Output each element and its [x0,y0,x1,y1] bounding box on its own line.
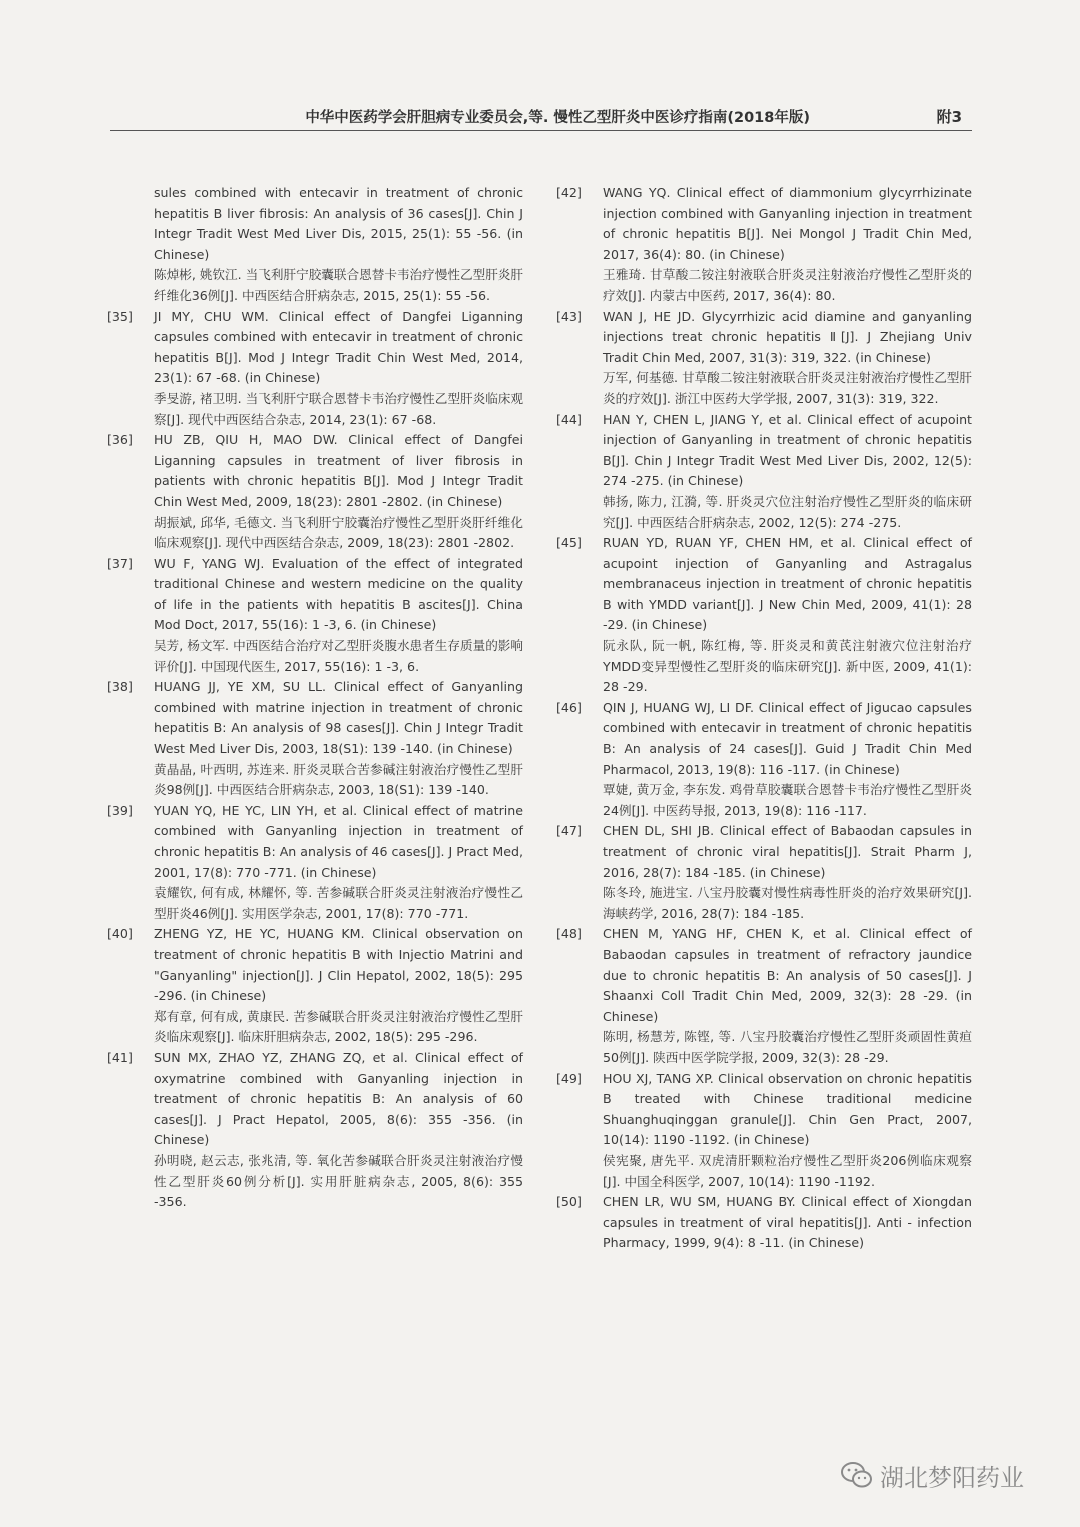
reference-chinese: 袁耀钦, 何有成, 林耀怀, 等. 苦参碱联合肝炎灵注射液治疗慢性乙型肝炎46例[J]. 实用医学杂志, 2001, 17(8): 770 -771. [154,885,523,921]
reference-entry [107,801,523,925]
reference-english: sules combined with entecavir in treatment of chronic hepatitis B liver fibrosis: An analysis of 36 cases[J]. Chin J Integr Tradit West Med Liver Dis, 2015, 25(1): 55 -56. (in Chinese) [154,185,523,262]
reference-english: CHEN LR, WU SM, HUANG BY. Clinical effect of Xiongdan capsules in treatment of viral hepatitis[J]. Anti - infection Pharmacy, 1999, 9(4): 8 -11. (in Chinese) [603,1194,972,1251]
watermark [840,1458,1024,1492]
wechat-logo-icon [840,1460,874,1490]
reference-number: [45] [556,535,582,551]
reference-entry [556,1069,972,1193]
reference-english: HOU XJ, TANG XP. Clinical observation on chronic hepatitis B treated with Chinese traditional medicine Shuanghuqinggan granule[J]. Chin Gen Pract, 2007, 10(14): 1190 -1192. (in Chinese) [603,1070,972,1148]
reference-chinese: 胡振斌, 邱华, 毛德文. 当飞利肝宁胶囊治疗慢性乙型肝炎肝纤维化临床观察[J]. 现代中西医结合杂志, 2009, 18(23): 2801 -2802. [154,514,523,551]
reference-number: [42] [556,185,582,200]
reference-number: [50] [556,1194,582,1210]
reference-english: ZHENG YZ, HE YC, HUANG KM. Clinical observation on treatment of chronic hepatitis B with Injectio Matrini and "Ganyanling" injection[J]. J Clin Hepatol, 2002, 18(5): 295 -296. (in Chinese) [154,926,523,1004]
reference-number: [39] [107,802,133,818]
reference-number: [47] [556,823,582,839]
reference-chinese: 王雅琦. 甘草酸二铵注射液联合肝炎灵注射液治疗慢性乙型肝炎的疗效[J]. 内蒙古中医药, 2017, 36(4): 80. [603,267,972,303]
reference-chinese: 陈焯彬, 姚钦江. 当飞利肝宁胶囊联合恩替卡韦治疗慢性乙型肝炎肝纤维化36例[J]. 中西医结合肝病杂志, 2015, 25(1): 55 -56. [154,267,523,303]
reference-entry [556,821,972,924]
reference-chinese: 黄晶晶, 叶西明, 苏连来. 肝炎灵联合苦参碱注射液治疗慢性乙型肝炎98例[J]. 中西医结合肝病杂志, 2003, 18(S1): 139 -140. [154,761,523,798]
reference-number: [46] [556,699,582,715]
reference-english: HAN Y, CHEN L, JIANG Y, et al. Clinical effect of acupoint injection of Ganyanling in treatment of chronic hepatitis B[J]. Chin J Integr Tradit West Med Liver Dis, 2002, 12(5): 274 -275. (in Chinese) [603,411,972,489]
reference-column-right [556,183,972,1254]
reference-entry [107,307,523,431]
reference-chinese: 侯宪聚, 唐先平. 双虎清肝颗粒治疗慢性乙型肝炎206例临床观察[J]. 中国全科医学, 2007, 10(14): 1190 -1192. [603,1152,972,1189]
reference-number: [40] [107,926,133,942]
reference-number: [48] [556,926,582,942]
reference-number: [37] [107,555,133,571]
reference-chinese: 阮永队, 阮一帆, 陈红梅, 等. 肝炎灵和黄芪注射液穴位注射治疗YMDD变异型慢性乙型肝炎的临床研究[J]. 新中医, 2009, 41(1): 28 -29. [603,638,972,695]
reference-english: CHEN M, YANG HF, CHEN K, et al. Clinical effect of Babaodan capsules in treatment of refractory jaundice due to chronic hepatitis B: An analysis of 50 cases[J]. J Shaanxi Coll Tradit Chin Med, 2009, 32(3): 28 -29. (in Chinese) [603,926,972,1024]
reference-entry [107,677,523,801]
reference-number: [44] [556,411,582,427]
running-header [110,104,972,131]
reference-number: [43] [556,308,582,324]
reference-english: WANG YQ. Clinical effect of diammonium glycyrrhizinate injection combined with Ganyanling injection in treatment of chronic hepatitis B[J]. Nei Mongol J Tradit Chin Med, 2017, 36(4): 80. (in Chinese) [603,185,972,262]
reference-entry [556,698,972,822]
reference-entry [556,924,972,1068]
header-title: 中华中医药学会肝胆病专业委员会,等. 慢性乙型肝炎中医诊疗指南(2018年版) [305,110,810,126]
reference-entry [107,183,523,307]
reference-english: JI MY, CHU WM. Clinical effect of Dangfei Liganning capsules combined with entecavir in treatment of chronic hepatitis B[J]. Mod J Integr Tradit Chin West Med, 2014, 23(1): 67 -68. (in Chinese) [154,308,523,386]
reference-english: WU F, YANG WJ. Evaluation of the effect of integrated traditional Chinese and western medicine on the quality of life in the patients with hepatitis B ascites[J]. China Mod Doct, 2017, 55(16): 1 -3, 6. (in Chinese) [154,555,523,633]
reference-entry [556,1192,972,1254]
reference-number: [41] [107,1049,133,1065]
reference-entry [556,183,972,307]
reference-chinese: 郑有章, 何有成, 黄康民. 苦参碱联合肝炎灵注射液治疗慢性乙型肝炎临床观察[J]. 临床肝胆病杂志, 2002, 18(5): 295 -296. [154,1008,523,1045]
reference-chinese: 吴芳, 杨文军. 中西医结合治疗对乙型肝炎腹水患者生存质量的影响评价[J]. 中国现代医生, 2017, 55(16): 1 -3, 6. [154,638,523,674]
reference-entry [556,410,972,534]
reference-entry [107,924,523,1048]
page-number: 附3 [936,108,962,126]
reference-number: [49] [556,1070,582,1086]
reference-chinese: 孙明晓, 赵云志, 张兆清, 等. 氧化苦参碱联合肝炎灵注射液治疗慢性乙型肝炎60例分析[J]. 实用肝脏病杂志, 2005, 8(6): 355 -356. [154,1152,523,1210]
reference-english: QIN J, HUANG WJ, LI DF. Clinical effect of Jigucao capsules combined with entecavir in treatment of chronic hepatitis B: An analysis of 24 cases[J]. Guid J Tradit Chin Med Pharmacol, 2013, 19(8): 116 -117. (in Chinese) [603,699,972,777]
reference-chinese: 季旻游, 褚卫明. 当飞利肝宁联合恩替卡韦治疗慢性乙型肝炎临床观察[J]. 现代中西医结合杂志, 2014, 23(1): 67 -68. [154,390,523,427]
reference-chinese: 陈明, 杨慧芳, 陈铿, 等. 八宝丹胶囊治疗慢性乙型肝炎顽固性黄疸50例[J]. 陕西中医学院学报, 2009, 32(3): 28 -29. [603,1029,972,1065]
reference-english: HU ZB, QIU H, MAO DW. Clinical effect of Dangfei Liganning capsules in treatment of liver fibrosis in patients with chronic hepatitis B[J]. Mod J Integr Tradit Chin West Med, 2009, 18(23): 2801 -2802. (in Chinese) [154,432,523,509]
watermark-text: 湖北梦阳药业 [880,1463,1024,1492]
reference-english: YUAN YQ, HE YC, LIN YH, et al. Clinical effect of matrine combined with Ganyanling injection in treatment of chronic hepatitis B: An analysis of 46 cases[J]. J Pract Med, 2001, 17(8): 770 -771. (in Chinese) [154,802,523,880]
reference-english: CHEN DL, SHI JB. Clinical effect of Babaodan capsules in treatment of chronic viral hepatitis[J]. Strait Pharm J, 2016, 28(7): 184 -185. (in Chinese) [603,823,972,880]
reference-number: [35] [107,308,133,324]
reference-column-left [107,183,523,1213]
reference-entry [107,1048,523,1213]
reference-english: HUANG JJ, YE XM, SU LL. Clinical effect of Ganyanling combined with matrine injection in treatment of chronic hepatitis B: An analysis of 98 cases[J]. Chin J Integr Tradit West Med Liver Dis, 2003, 18(S1): 139 -140. (in Chinese) [154,679,523,757]
reference-chinese: 韩扬, 陈力, 江漪, 等. 肝炎灵穴位注射治疗慢性乙型肝炎的临床研究[J]. 中西医结合肝病杂志, 2002, 12(5): 274 -275. [603,493,972,530]
reference-entry [556,307,972,410]
reference-english: RUAN YD, RUAN YF, CHEN HM, et al. Clinical effect of acupoint injection of Ganyanling and Astragalus membranaceus injection in treatment of chronic hepatitis B with YMDD variant[J]. J New Chin Med, 2009, 41(1): 28 -29. (in Chinese) [603,535,972,633]
reference-chinese: 万军, 何基德. 甘草酸二铵注射液联合肝炎灵注射液治疗慢性乙型肝炎的疗效[J]. 浙江中医药大学学报, 2007, 31(3): 319, 322. [603,370,972,406]
reference-chinese: 陈冬玲, 施进宝. 八宝丹胶囊对慢性病毒性肝炎的治疗效果研究[J]. 海峡药学, 2016, 28(7): 184 -185. [603,885,972,921]
reference-chinese: 覃婕, 黄万金, 李东发. 鸡骨草胶囊联合恩替卡韦治疗慢性乙型肝炎24例[J]. 中医药导报, 2013, 19(8): 116 -117. [603,782,972,818]
reference-entry [556,533,972,698]
reference-entry [107,554,523,678]
reference-english: WAN J, HE JD. Glycyrrhizic acid diamine and ganyanling injections treat chronic hepatitis Ⅱ[J]. J Zhejiang Univ Tradit Chin Med, 2007, 31(3): 319, 322. (in Chinese) [603,308,972,365]
reference-english: SUN MX, ZHAO YZ, ZHANG ZQ, et al. Clinical effect of oxymatrine combined with Ganyanling injection in treatment of chronic hepatitis B: An analysis of 60 cases[J]. J Pract Hepatol, 2005, 8(6): 355 -356. (in Chinese) [154,1049,523,1148]
reference-entry [107,430,523,554]
reference-number: [36] [107,432,133,448]
reference-number: [38] [107,679,133,695]
